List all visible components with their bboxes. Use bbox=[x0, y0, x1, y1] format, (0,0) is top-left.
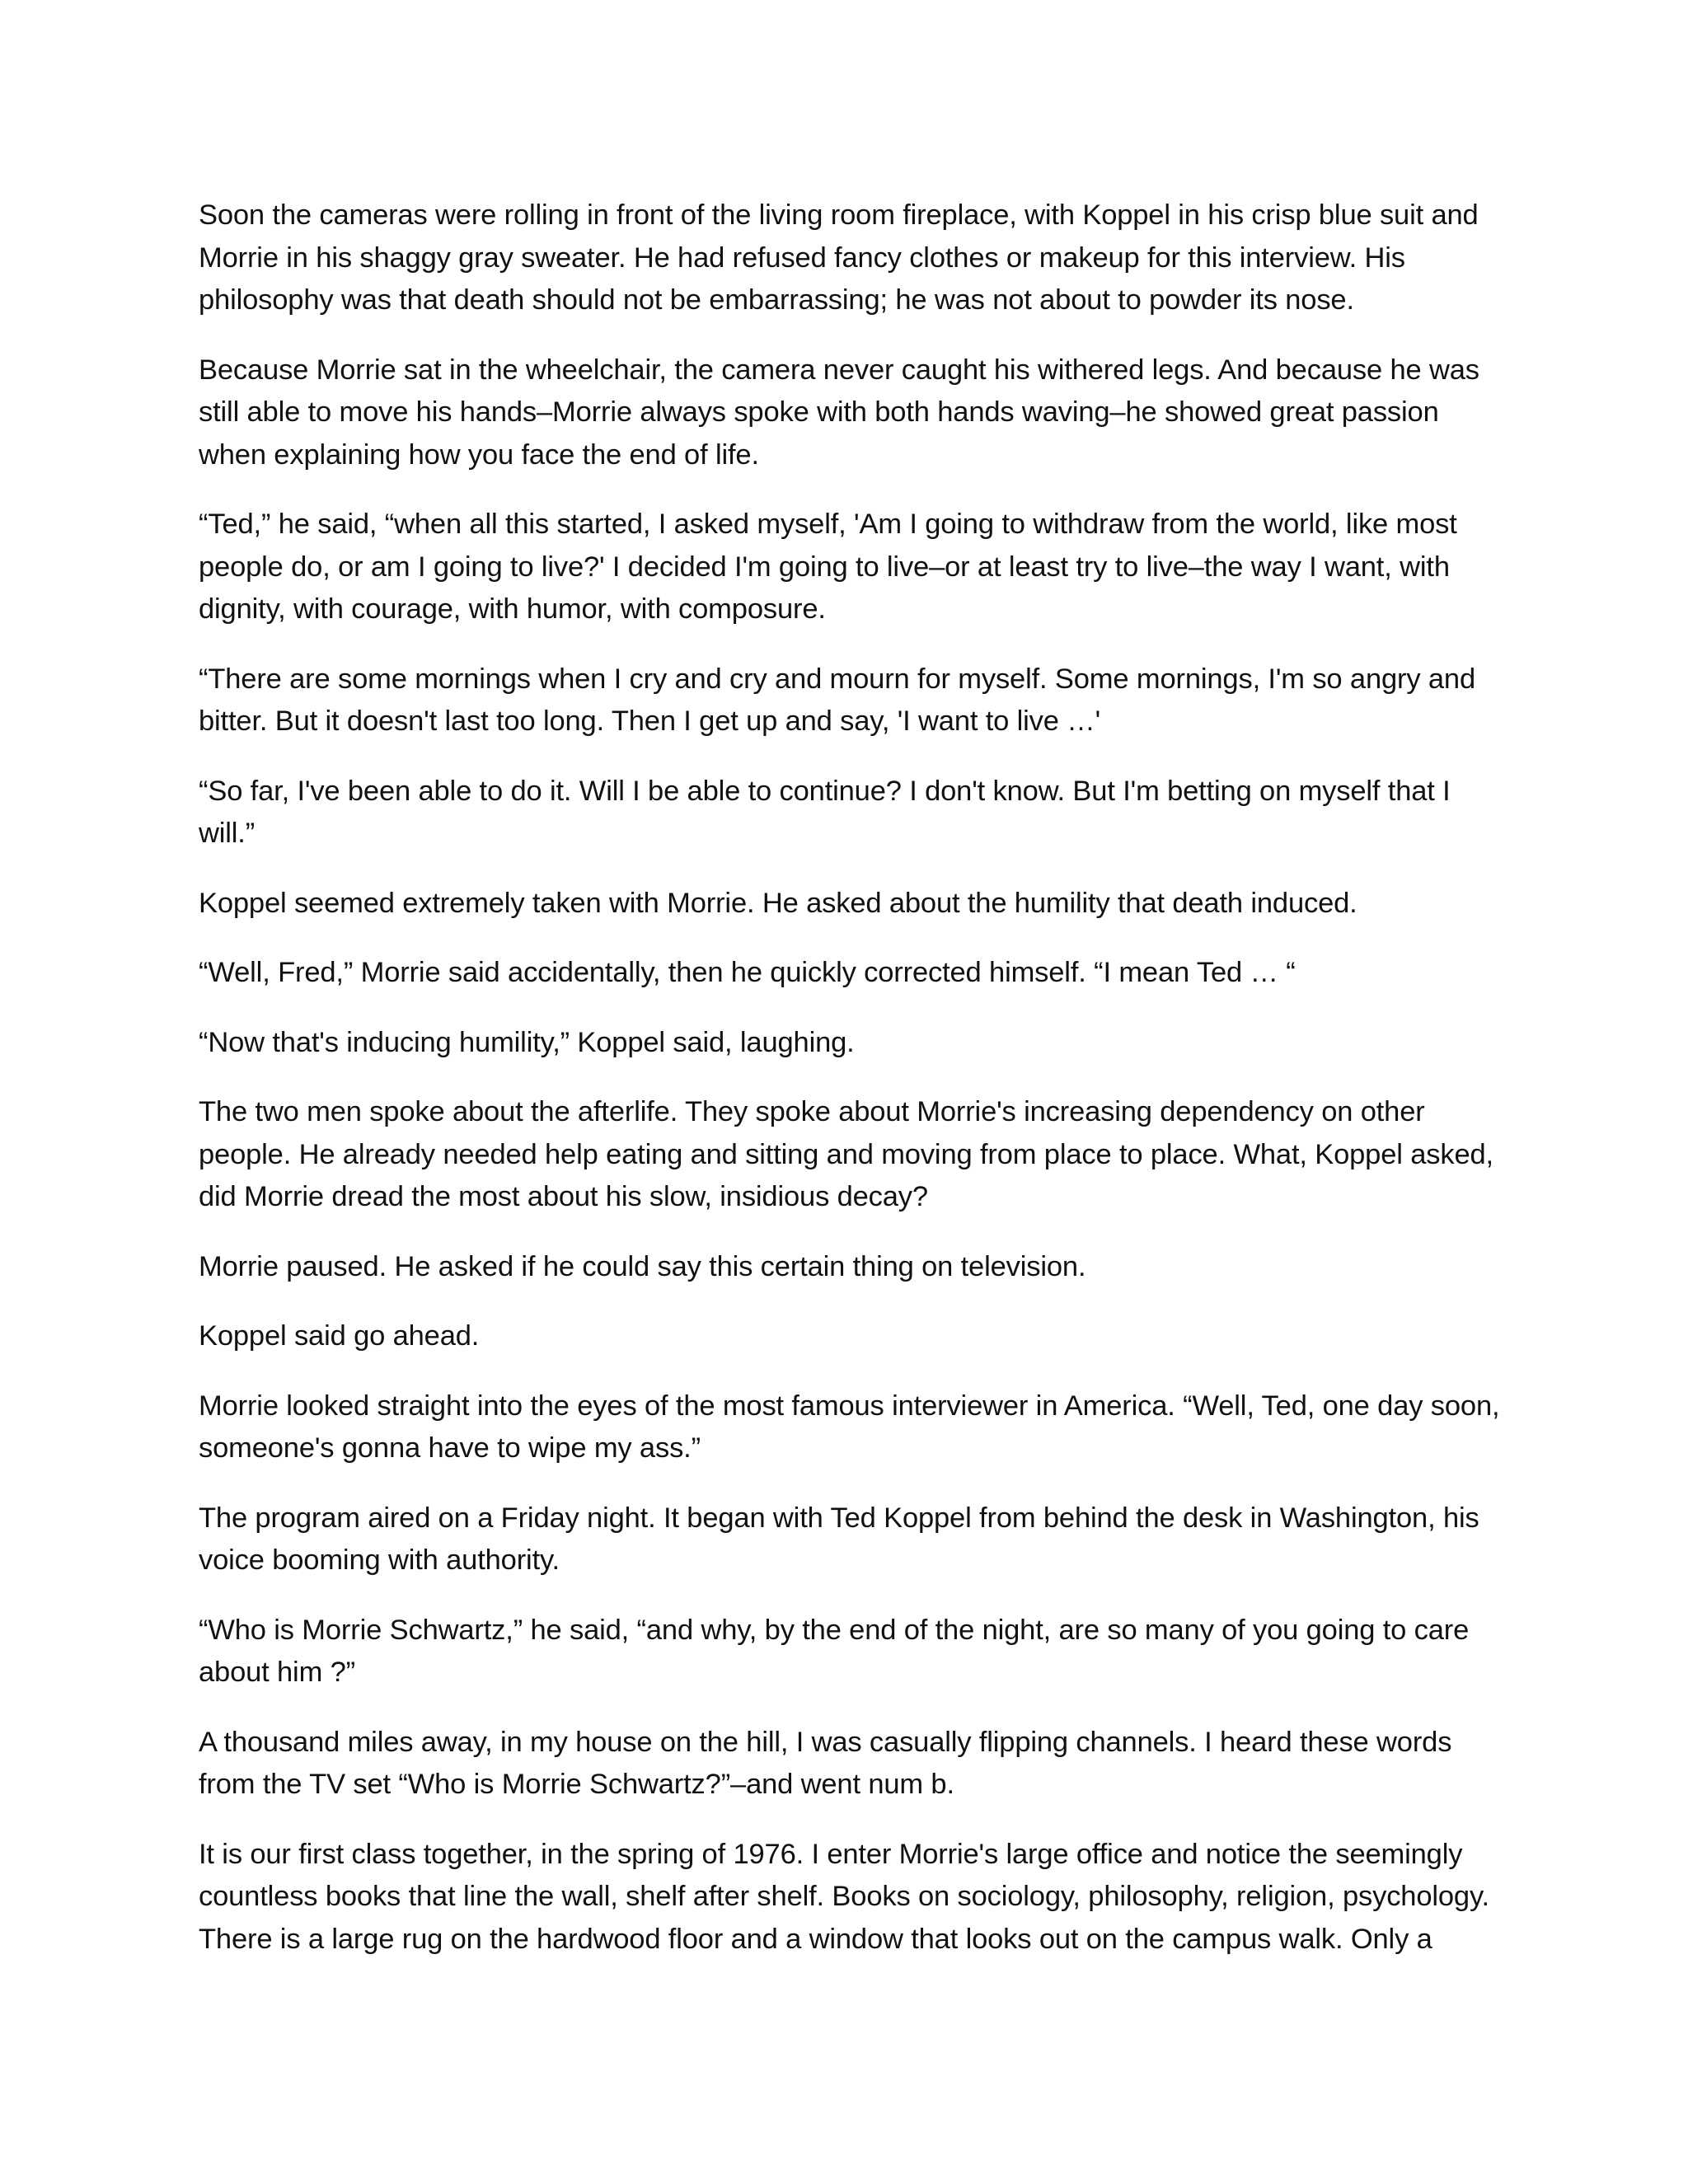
paragraph-4: “There are some mornings when I cry and cry and mourn for myself. Some mornings, I'm so angry and bitter. But it doesn't last too long. Then I get up and say, 'I want to live …' bbox=[199, 663, 1476, 737]
paragraph-3: “Ted,” he said, “when all this started, I asked myself, 'Am I going to withdraw from the world, like most people do, or am I going to live?' I decided I'm going to live–or at least try to live–the way I want, with dignity, with courage, with humor, with composure. bbox=[199, 509, 1457, 625]
paragraph-5: “So far, I've been able to do it. Will I be able to continue? I don't know. But I'm betting on myself that I will.” bbox=[199, 775, 1451, 849]
paragraph-13: The program aired on a Friday night. It began with Ted Koppel from behind the desk in Washington, his voice booming with authority. bbox=[199, 1502, 1479, 1576]
body-text bbox=[199, 194, 1505, 1988]
paragraph-10: Morrie paused. He asked if he could say this certain thing on television. bbox=[199, 1250, 1086, 1282]
paragraph-9: The two men spoke about the afterlife. They spoke about Morrie's increasing dependency on other people. He already needed help eating and sitting and moving from place to place. What, Koppel asked, did Morrie dread the most about his slow, insidious decay? bbox=[199, 1096, 1493, 1212]
paragraph-12: Morrie looked straight into the eyes of the most famous interviewer in America. “Well, Ted, one day soon, someone's gonna have to wipe my ass.” bbox=[199, 1390, 1500, 1464]
paragraph-11: Koppel said go ahead. bbox=[199, 1320, 480, 1352]
paragraph-7: “Well, Fred,” Morrie said accidentally, then he quickly corrected himself. “I mean Ted … “ bbox=[199, 957, 1296, 988]
paragraph-1: Soon the cameras were rolling in front of the living room fireplace, with Koppel in his crisp blue suit and Morrie in his shaggy gray sweater. He had refused fancy clothes or makeup for this interview. His philosophy was that death should not be embarrassing; he was not about to powder its nose. bbox=[199, 199, 1479, 316]
paragraph-6: Koppel seemed extremely taken with Morrie. He asked about the humility that death induced. bbox=[199, 887, 1357, 919]
paragraph-14: “Who is Morrie Schwartz,” he said, “and why, by the end of the night, are so many of you going to care about him ?” bbox=[199, 1614, 1470, 1688]
paragraph-16: It is our first class together, in the spring of 1976. I enter Morrie's large office and notice the seemingly countless books that line the wall, shelf after shelf. Books on sociology, philosophy, religion, psychology. There is a large rug on the hardwood floor and a window that looks out on the campus walk. Only a bbox=[199, 1838, 1489, 1955]
paragraph-2: Because Morrie sat in the wheelchair, the camera never caught his withered legs. And because he was still able to move his hands–Morrie always spoke with both hands waving–he showed great passion when explaining how you face the end of life. bbox=[199, 354, 1479, 471]
paragraph-15: A thousand miles away, in my house on the hill, I was casually flipping channels. I heard these words from the TV set “Who is Morrie Schwartz?”–and went num b. bbox=[199, 1726, 1452, 1800]
paragraph-8: “Now that's inducing humility,” Koppel said, laughing. bbox=[199, 1026, 855, 1058]
